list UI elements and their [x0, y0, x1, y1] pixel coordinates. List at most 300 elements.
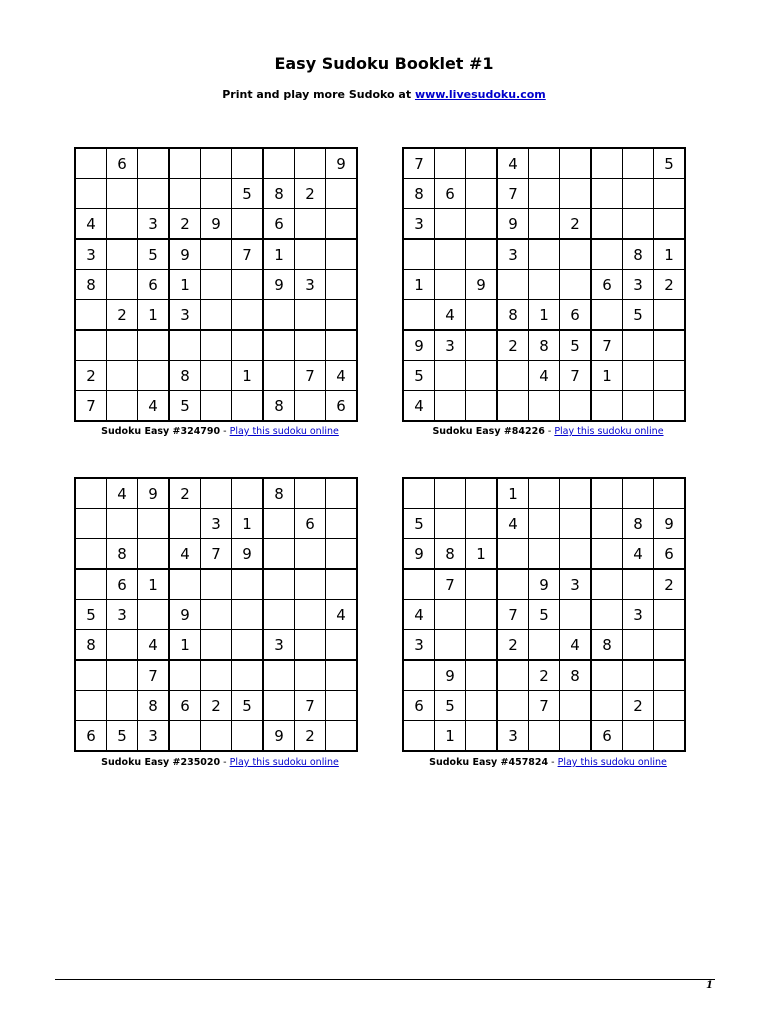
sudoku-cell [435, 600, 466, 630]
sudoku-cell: 2 [75, 361, 107, 391]
sudoku-cell [232, 630, 264, 661]
sudoku-cell: 9 [169, 600, 201, 630]
sudoku-cell: 1 [529, 300, 560, 331]
sudoku-cell: 5 [75, 600, 107, 630]
sudoku-cell [560, 270, 592, 300]
sudoku-cell [295, 300, 326, 331]
sudoku-cell [75, 300, 107, 331]
sudoku-cell [529, 478, 560, 509]
play-online-link[interactable]: Play this sudoku online [554, 426, 664, 437]
sudoku-cell: 3 [403, 630, 435, 661]
sudoku-cell [497, 691, 529, 721]
sudoku-cell [295, 391, 326, 422]
sudoku-cell [654, 330, 686, 361]
sudoku-cell: 5 [560, 330, 592, 361]
sudoku-cell: 1 [263, 239, 295, 270]
sudoku-cell [169, 721, 201, 752]
sudoku-cell [466, 330, 498, 361]
sudoku-cell [75, 509, 107, 539]
sudoku-cell: 3 [263, 630, 295, 661]
sudoku-cell [591, 179, 623, 209]
play-online-link[interactable]: Play this sudoku online [229, 757, 339, 768]
sudoku-cell [591, 539, 623, 570]
sudoku-cell [201, 721, 232, 752]
sudoku-cell [75, 179, 107, 209]
sudoku-cell: 8 [263, 179, 295, 209]
sudoku-cell: 6 [654, 539, 686, 570]
sudoku-cell [654, 300, 686, 331]
sudoku-cell [201, 569, 232, 600]
caption-separator: - [220, 757, 230, 768]
sudoku-cell [466, 209, 498, 240]
sudoku-cell [326, 300, 358, 331]
sudoku-cell [560, 721, 592, 752]
sudoku-cell [326, 630, 358, 661]
sudoku-cell: 6 [295, 509, 326, 539]
sudoku-cell: 4 [497, 509, 529, 539]
sudoku-cell: 9 [403, 330, 435, 361]
sudoku-cell [654, 691, 686, 721]
sudoku-cell: 9 [466, 270, 498, 300]
sudoku-cell [466, 660, 498, 691]
sudoku-cell [263, 600, 295, 630]
sudoku-cell: 8 [107, 539, 138, 570]
sudoku-cell: 1 [169, 270, 201, 300]
sudoku-cell: 6 [107, 148, 138, 179]
sudoku-cell [138, 539, 170, 570]
sudoku-cell: 4 [138, 630, 170, 661]
sudoku-cell: 2 [560, 209, 592, 240]
sudoku-cell: 2 [623, 691, 654, 721]
sudoku-cell [529, 539, 560, 570]
sudoku-cell [654, 391, 686, 422]
sudoku-cell [107, 630, 138, 661]
sudoku-cell [435, 391, 466, 422]
sudoku-cell: 3 [138, 721, 170, 752]
sudoku-grid [74, 477, 358, 752]
sudoku-cell [295, 660, 326, 691]
sudoku-cell [654, 361, 686, 391]
sudoku-cell [107, 209, 138, 240]
sudoku-cell [497, 270, 529, 300]
sudoku-cell: 8 [560, 660, 592, 691]
play-online-link[interactable]: Play this sudoku online [557, 757, 667, 768]
sudoku-cell: 6 [403, 691, 435, 721]
sudoku-cell [75, 539, 107, 570]
sudoku-cell: 3 [107, 600, 138, 630]
sudoku-cell: 2 [169, 209, 201, 240]
sudoku-cell: 7 [295, 691, 326, 721]
sudoku-cell: 1 [435, 721, 466, 752]
sudoku-cell: 3 [435, 330, 466, 361]
sudoku-cell: 4 [138, 391, 170, 422]
sudoku-cell: 4 [403, 391, 435, 422]
sudoku-cell [232, 148, 264, 179]
sudoku-cell [201, 300, 232, 331]
sudoku-cell: 1 [403, 270, 435, 300]
sudoku-cell [560, 239, 592, 270]
sudoku-cell [435, 209, 466, 240]
sudoku-cell: 6 [435, 179, 466, 209]
sudoku-cell: 8 [263, 391, 295, 422]
puzzle-label: Sudoku Easy #457824 [429, 757, 549, 768]
sudoku-cell [654, 660, 686, 691]
sudoku-cell: 3 [169, 300, 201, 331]
sudoku-cell [326, 209, 358, 240]
sudoku-cell: 6 [107, 569, 138, 600]
sudoku-cell [107, 239, 138, 270]
sudoku-cell: 6 [138, 270, 170, 300]
sudoku-cell: 2 [654, 270, 686, 300]
sudoku-cell [403, 478, 435, 509]
sudoku-cell [466, 569, 498, 600]
sudoku-cell: 5 [403, 509, 435, 539]
sudoku-cell [75, 148, 107, 179]
sudoku-cell: 4 [326, 361, 358, 391]
sudoku-cell: 2 [529, 660, 560, 691]
sudoku-cell [435, 148, 466, 179]
sudoku-cell [169, 660, 201, 691]
sudoku-cell [201, 391, 232, 422]
sudoku-cell [529, 630, 560, 661]
sudoku-cell: 9 [263, 721, 295, 752]
sudoku-cell: 3 [560, 569, 592, 600]
puzzle-label: Sudoku Easy #84226 [432, 426, 545, 437]
sudoku-cell [295, 330, 326, 361]
sudoku-cell [201, 630, 232, 661]
sudoku-cell [560, 148, 592, 179]
sudoku-cell [497, 391, 529, 422]
sudoku-cell: 5 [529, 600, 560, 630]
sudoku-cell: 9 [138, 478, 170, 509]
sudoku-cell: 9 [403, 539, 435, 570]
sudoku-cell [201, 478, 232, 509]
sudoku-cell [201, 330, 232, 361]
puzzle-caption [402, 426, 694, 437]
sudoku-cell [529, 239, 560, 270]
sudoku-cell: 1 [654, 239, 686, 270]
sudoku-cell: 8 [529, 330, 560, 361]
sudoku-cell [591, 569, 623, 600]
sudoku-cell [201, 600, 232, 630]
sudoku-cell: 8 [263, 478, 295, 509]
sudoku-cell [326, 660, 358, 691]
sudoku-cell [466, 300, 498, 331]
sudoku-cell [107, 330, 138, 361]
sudoku-cell: 9 [654, 509, 686, 539]
sudoku-cell [326, 569, 358, 600]
sudoku-cell [591, 300, 623, 331]
sudoku-cell [263, 509, 295, 539]
sudoku-cell [232, 660, 264, 691]
sudoku-cell [623, 391, 654, 422]
sudoku-cell [591, 148, 623, 179]
sudoku-cell [201, 148, 232, 179]
sudoku-cell [403, 660, 435, 691]
sudoku-cell: 8 [497, 300, 529, 331]
sudoku-cell [326, 239, 358, 270]
sudoku-cell [560, 691, 592, 721]
puzzle-caption [74, 426, 366, 437]
sudoku-cell [263, 660, 295, 691]
sudoku-cell [295, 539, 326, 570]
sudoku-cell [295, 630, 326, 661]
sudoku-cell [623, 721, 654, 752]
sudoku-cell [435, 239, 466, 270]
sudoku-cell [466, 361, 498, 391]
sudoku-cell [623, 630, 654, 661]
sudoku-cell: 1 [169, 630, 201, 661]
sudoku-cell: 5 [232, 179, 264, 209]
sudoku-cell [403, 721, 435, 752]
sudoku-cell: 6 [169, 691, 201, 721]
sudoku-cell [466, 391, 498, 422]
sudoku-cell [529, 721, 560, 752]
sudoku-cell [232, 209, 264, 240]
sudoku-cell [403, 569, 435, 600]
sudoku-cell: 2 [654, 569, 686, 600]
sudoku-cell: 3 [403, 209, 435, 240]
sudoku-cell: 5 [138, 239, 170, 270]
sudoku-cell: 5 [435, 691, 466, 721]
sudoku-cell [435, 509, 466, 539]
sudoku-cell: 1 [466, 539, 498, 570]
sudoku-cell [326, 539, 358, 570]
sudoku-cell: 6 [326, 391, 358, 422]
sudoku-cell [466, 600, 498, 630]
sudoku-cell [591, 691, 623, 721]
sudoku-cell [623, 478, 654, 509]
sudoku-cell [403, 239, 435, 270]
sudoku-cell: 4 [403, 600, 435, 630]
sudoku-cell: 1 [591, 361, 623, 391]
caption-separator: - [548, 757, 558, 768]
sudoku-cell [295, 148, 326, 179]
sudoku-cell: 7 [497, 600, 529, 630]
play-online-link[interactable]: Play this sudoku online [229, 426, 339, 437]
sudoku-cell: 1 [138, 300, 170, 331]
sudoku-cell: 4 [326, 600, 358, 630]
sudoku-cell [169, 148, 201, 179]
sudoku-cell [138, 509, 170, 539]
sudoku-cell [169, 179, 201, 209]
sudoku-cell [326, 721, 358, 752]
sudoku-cell [623, 179, 654, 209]
sudoku-cell: 6 [75, 721, 107, 752]
sudoku-cell [263, 148, 295, 179]
sudoku-cell [326, 691, 358, 721]
sudoku-cell: 6 [591, 721, 623, 752]
sudoku-cell [529, 179, 560, 209]
sudoku-cell: 8 [435, 539, 466, 570]
sudoku-cell: 2 [497, 630, 529, 661]
sudoku-cell [75, 691, 107, 721]
sudoku-cell [591, 209, 623, 240]
sudoku-cell [560, 391, 592, 422]
sudoku-cell: 7 [497, 179, 529, 209]
page-number: 1 [706, 980, 713, 991]
sudoku-cell [466, 630, 498, 661]
sudoku-cell: 4 [107, 478, 138, 509]
sudoku-cell [107, 509, 138, 539]
sudoku-cell [591, 478, 623, 509]
sudoku-cell: 1 [232, 509, 264, 539]
sudoku-cell [591, 509, 623, 539]
sudoku-cell [654, 478, 686, 509]
sudoku-cell [201, 660, 232, 691]
sudoku-cell [403, 300, 435, 331]
sudoku-cell: 2 [201, 691, 232, 721]
sudoku-cell: 4 [560, 630, 592, 661]
sudoku-cell: 7 [529, 691, 560, 721]
sudoku-cell [232, 478, 264, 509]
sudoku-cell [295, 569, 326, 600]
sudoku-cell [529, 391, 560, 422]
sudoku-grid [402, 147, 686, 422]
sudoku-cell: 9 [326, 148, 358, 179]
sudoku-cell [623, 569, 654, 600]
sudoku-cell [623, 330, 654, 361]
sudoku-cell [466, 239, 498, 270]
sudoku-cell [560, 179, 592, 209]
sudoku-cell: 2 [169, 478, 201, 509]
sudoku-cell: 7 [295, 361, 326, 391]
sudoku-cell [560, 600, 592, 630]
sudoku-cell [232, 330, 264, 361]
sudoku-cell [497, 660, 529, 691]
sudoku-cell: 3 [623, 270, 654, 300]
sudoku-cell [497, 539, 529, 570]
sudoku-cell [232, 721, 264, 752]
sudoku-cell [201, 239, 232, 270]
sudoku-cell: 4 [75, 209, 107, 240]
sudoku-cell [138, 330, 170, 361]
sudoku-cell: 7 [232, 239, 264, 270]
sudoku-cell [169, 569, 201, 600]
sudoku-cell [232, 270, 264, 300]
sudoku-cell: 5 [107, 721, 138, 752]
sudoku-cell [435, 270, 466, 300]
sudoku-cell [138, 600, 170, 630]
sudoku-cell [232, 569, 264, 600]
sudoku-cell: 3 [75, 239, 107, 270]
sudoku-cell: 2 [295, 721, 326, 752]
sudoku-cell [591, 660, 623, 691]
sudoku-cell [497, 569, 529, 600]
sudoku-grid [74, 147, 358, 422]
sudoku-cell: 8 [75, 630, 107, 661]
sudoku-cell: 5 [403, 361, 435, 391]
sudoku-cell [263, 569, 295, 600]
sudoku-cell [107, 391, 138, 422]
sudoku-cell: 9 [169, 239, 201, 270]
site-link[interactable]: www.livesudoku.com [414, 88, 546, 101]
sudoku-cell [529, 209, 560, 240]
sudoku-cell: 7 [75, 391, 107, 422]
sudoku-cell [75, 330, 107, 361]
sudoku-cell: 5 [232, 691, 264, 721]
sudoku-cell: 3 [497, 721, 529, 752]
sudoku-cell [169, 330, 201, 361]
sudoku-cell [654, 630, 686, 661]
sudoku-cell: 7 [560, 361, 592, 391]
sudoku-cell: 8 [169, 361, 201, 391]
sudoku-cell: 3 [295, 270, 326, 300]
sudoku-cell [295, 239, 326, 270]
sudoku-cell [201, 361, 232, 391]
sudoku-cell [232, 300, 264, 331]
sudoku-cell [295, 478, 326, 509]
footer-rule [55, 979, 715, 980]
sudoku-cell: 8 [403, 179, 435, 209]
sudoku-cell [466, 691, 498, 721]
sudoku-cell: 8 [623, 509, 654, 539]
sudoku-cell: 1 [232, 361, 264, 391]
sudoku-cell: 4 [435, 300, 466, 331]
sudoku-cell: 4 [169, 539, 201, 570]
puzzle-label: Sudoku Easy #324790 [101, 426, 221, 437]
sudoku-cell [529, 509, 560, 539]
sudoku-cell [138, 361, 170, 391]
sudoku-cell: 2 [295, 179, 326, 209]
sudoku-cell [623, 361, 654, 391]
sudoku-cell: 3 [201, 509, 232, 539]
sudoku-cell: 8 [75, 270, 107, 300]
sudoku-cell [326, 270, 358, 300]
sudoku-cell [107, 660, 138, 691]
sudoku-cell [435, 361, 466, 391]
sudoku-cell: 7 [435, 569, 466, 600]
sudoku-cell: 3 [497, 239, 529, 270]
sudoku-cell: 1 [138, 569, 170, 600]
sudoku-cell [295, 600, 326, 630]
sudoku-cell [591, 391, 623, 422]
sudoku-cell: 2 [107, 300, 138, 331]
sudoku-cell [263, 539, 295, 570]
sudoku-cell: 9 [232, 539, 264, 570]
sudoku-cell: 5 [654, 148, 686, 179]
sudoku-cell: 3 [623, 600, 654, 630]
sudoku-cell [107, 270, 138, 300]
sudoku-cell [654, 179, 686, 209]
sudoku-cell: 3 [138, 209, 170, 240]
sudoku-cell: 8 [591, 630, 623, 661]
sudoku-cell: 8 [623, 239, 654, 270]
sudoku-cell [75, 478, 107, 509]
sudoku-cell: 9 [263, 270, 295, 300]
page-title: Easy Sudoku Booklet #1 [274, 54, 494, 73]
sudoku-cell [263, 300, 295, 331]
sudoku-cell [169, 509, 201, 539]
sudoku-cell: 6 [263, 209, 295, 240]
sudoku-cell [75, 660, 107, 691]
sudoku-cell [466, 721, 498, 752]
sudoku-cell: 9 [529, 569, 560, 600]
sudoku-cell [623, 660, 654, 691]
sudoku-cell: 5 [623, 300, 654, 331]
puzzle-caption [74, 757, 366, 768]
caption-separator: - [544, 426, 555, 437]
sudoku-cell [138, 148, 170, 179]
sudoku-cell: 6 [591, 270, 623, 300]
sudoku-cell [201, 179, 232, 209]
sudoku-cell: 9 [435, 660, 466, 691]
sudoku-cell [560, 509, 592, 539]
sudoku-cell: 8 [138, 691, 170, 721]
caption-separator: - [220, 426, 230, 437]
sudoku-cell [326, 509, 358, 539]
sudoku-cell [435, 630, 466, 661]
